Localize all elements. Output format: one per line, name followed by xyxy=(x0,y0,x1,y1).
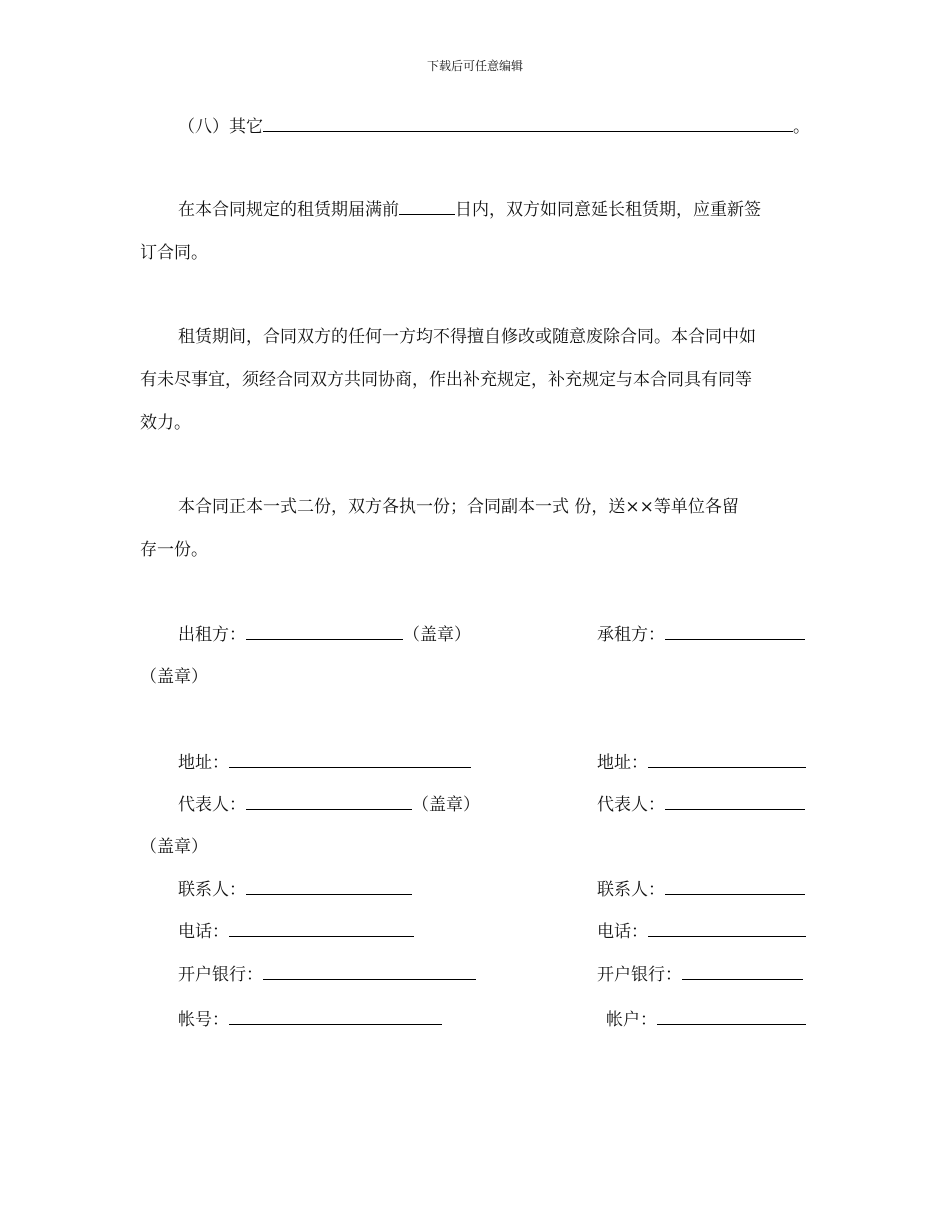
lessee-seal: （盖章） xyxy=(140,667,208,687)
phone-blank xyxy=(229,922,414,937)
contact-blank xyxy=(246,880,412,895)
seal-label: （盖章） xyxy=(412,795,480,815)
phone-label: 电话： xyxy=(597,922,648,942)
bank-label: 开户银行： xyxy=(178,965,263,985)
account-blank xyxy=(657,1010,806,1025)
clause-other-end: 。 xyxy=(793,117,810,137)
lessor-address-row xyxy=(178,753,471,773)
address-label: 地址： xyxy=(597,753,648,773)
lessee-account-row xyxy=(606,1010,806,1030)
seal-label: （盖章） xyxy=(403,625,471,645)
lessee-label: 承租方： xyxy=(597,625,665,645)
lessor-phone-row xyxy=(178,922,414,942)
clause-other-label: （八）其它 xyxy=(178,117,263,137)
bank-blank xyxy=(682,965,803,980)
lessor-representative-row xyxy=(178,795,480,815)
contact-label: 联系人： xyxy=(597,880,665,900)
lessee-contact-row xyxy=(597,880,805,900)
phone-blank xyxy=(648,922,806,937)
bank-label: 开户银行： xyxy=(597,965,682,985)
representative-blank xyxy=(246,795,412,810)
account-label: 帐号： xyxy=(178,1010,229,1030)
page-header: 下载后可任意编辑 xyxy=(426,59,523,73)
representative-blank xyxy=(665,795,805,810)
lessor-row xyxy=(178,625,471,645)
representative-label: 代表人： xyxy=(597,795,665,815)
address-label: 地址： xyxy=(178,753,229,773)
contact-label: 联系人： xyxy=(178,880,246,900)
renewal-before: 在本合同规定的租赁期届满前 xyxy=(178,200,399,220)
address-blank xyxy=(229,753,471,768)
modification-line-2: 有未尽事宜，须经合同双方共同协商，作出补充规定，补充规定与本合同具有同等 xyxy=(140,370,752,390)
copies-line-1: 本合同正本一式二份，双方各执一份；合同副本一式 份，送××等单位各留 xyxy=(178,497,739,517)
renewal-line-2: 订合同。 xyxy=(140,243,208,263)
lessee-phone-row xyxy=(597,922,806,942)
renewal-after: 日内，双方如同意延长租赁期，应重新签 xyxy=(455,200,761,220)
lessee-blank xyxy=(665,625,805,640)
modification-line-1: 租赁期间，合同双方的任何一方均不得擅自修改或随意废除合同。本合同中如 xyxy=(178,327,756,347)
days-blank xyxy=(399,200,455,215)
renewal-line-1 xyxy=(178,200,761,220)
lessor-bank-row xyxy=(178,965,476,985)
account-blank xyxy=(229,1010,442,1025)
lessor-blank xyxy=(246,625,403,640)
lessee-address-row xyxy=(597,753,806,773)
lessor-account-row xyxy=(178,1010,442,1030)
account-label: 帐户： xyxy=(606,1010,657,1030)
lessor-contact-row xyxy=(178,880,412,900)
lessee-row xyxy=(597,625,805,645)
lessor-label: 出租方： xyxy=(178,625,246,645)
representative-seal: （盖章） xyxy=(140,837,208,857)
lessee-bank-row xyxy=(597,965,803,985)
lessee-representative-row xyxy=(597,795,805,815)
modification-line-3: 效力。 xyxy=(140,413,191,433)
phone-label: 电话： xyxy=(178,922,229,942)
blank-field xyxy=(263,117,793,132)
representative-label: 代表人： xyxy=(178,795,246,815)
bank-blank xyxy=(263,965,476,980)
contact-blank xyxy=(665,880,805,895)
copies-line-2: 存一份。 xyxy=(140,540,208,560)
address-blank xyxy=(648,753,806,768)
clause-other xyxy=(178,117,810,137)
